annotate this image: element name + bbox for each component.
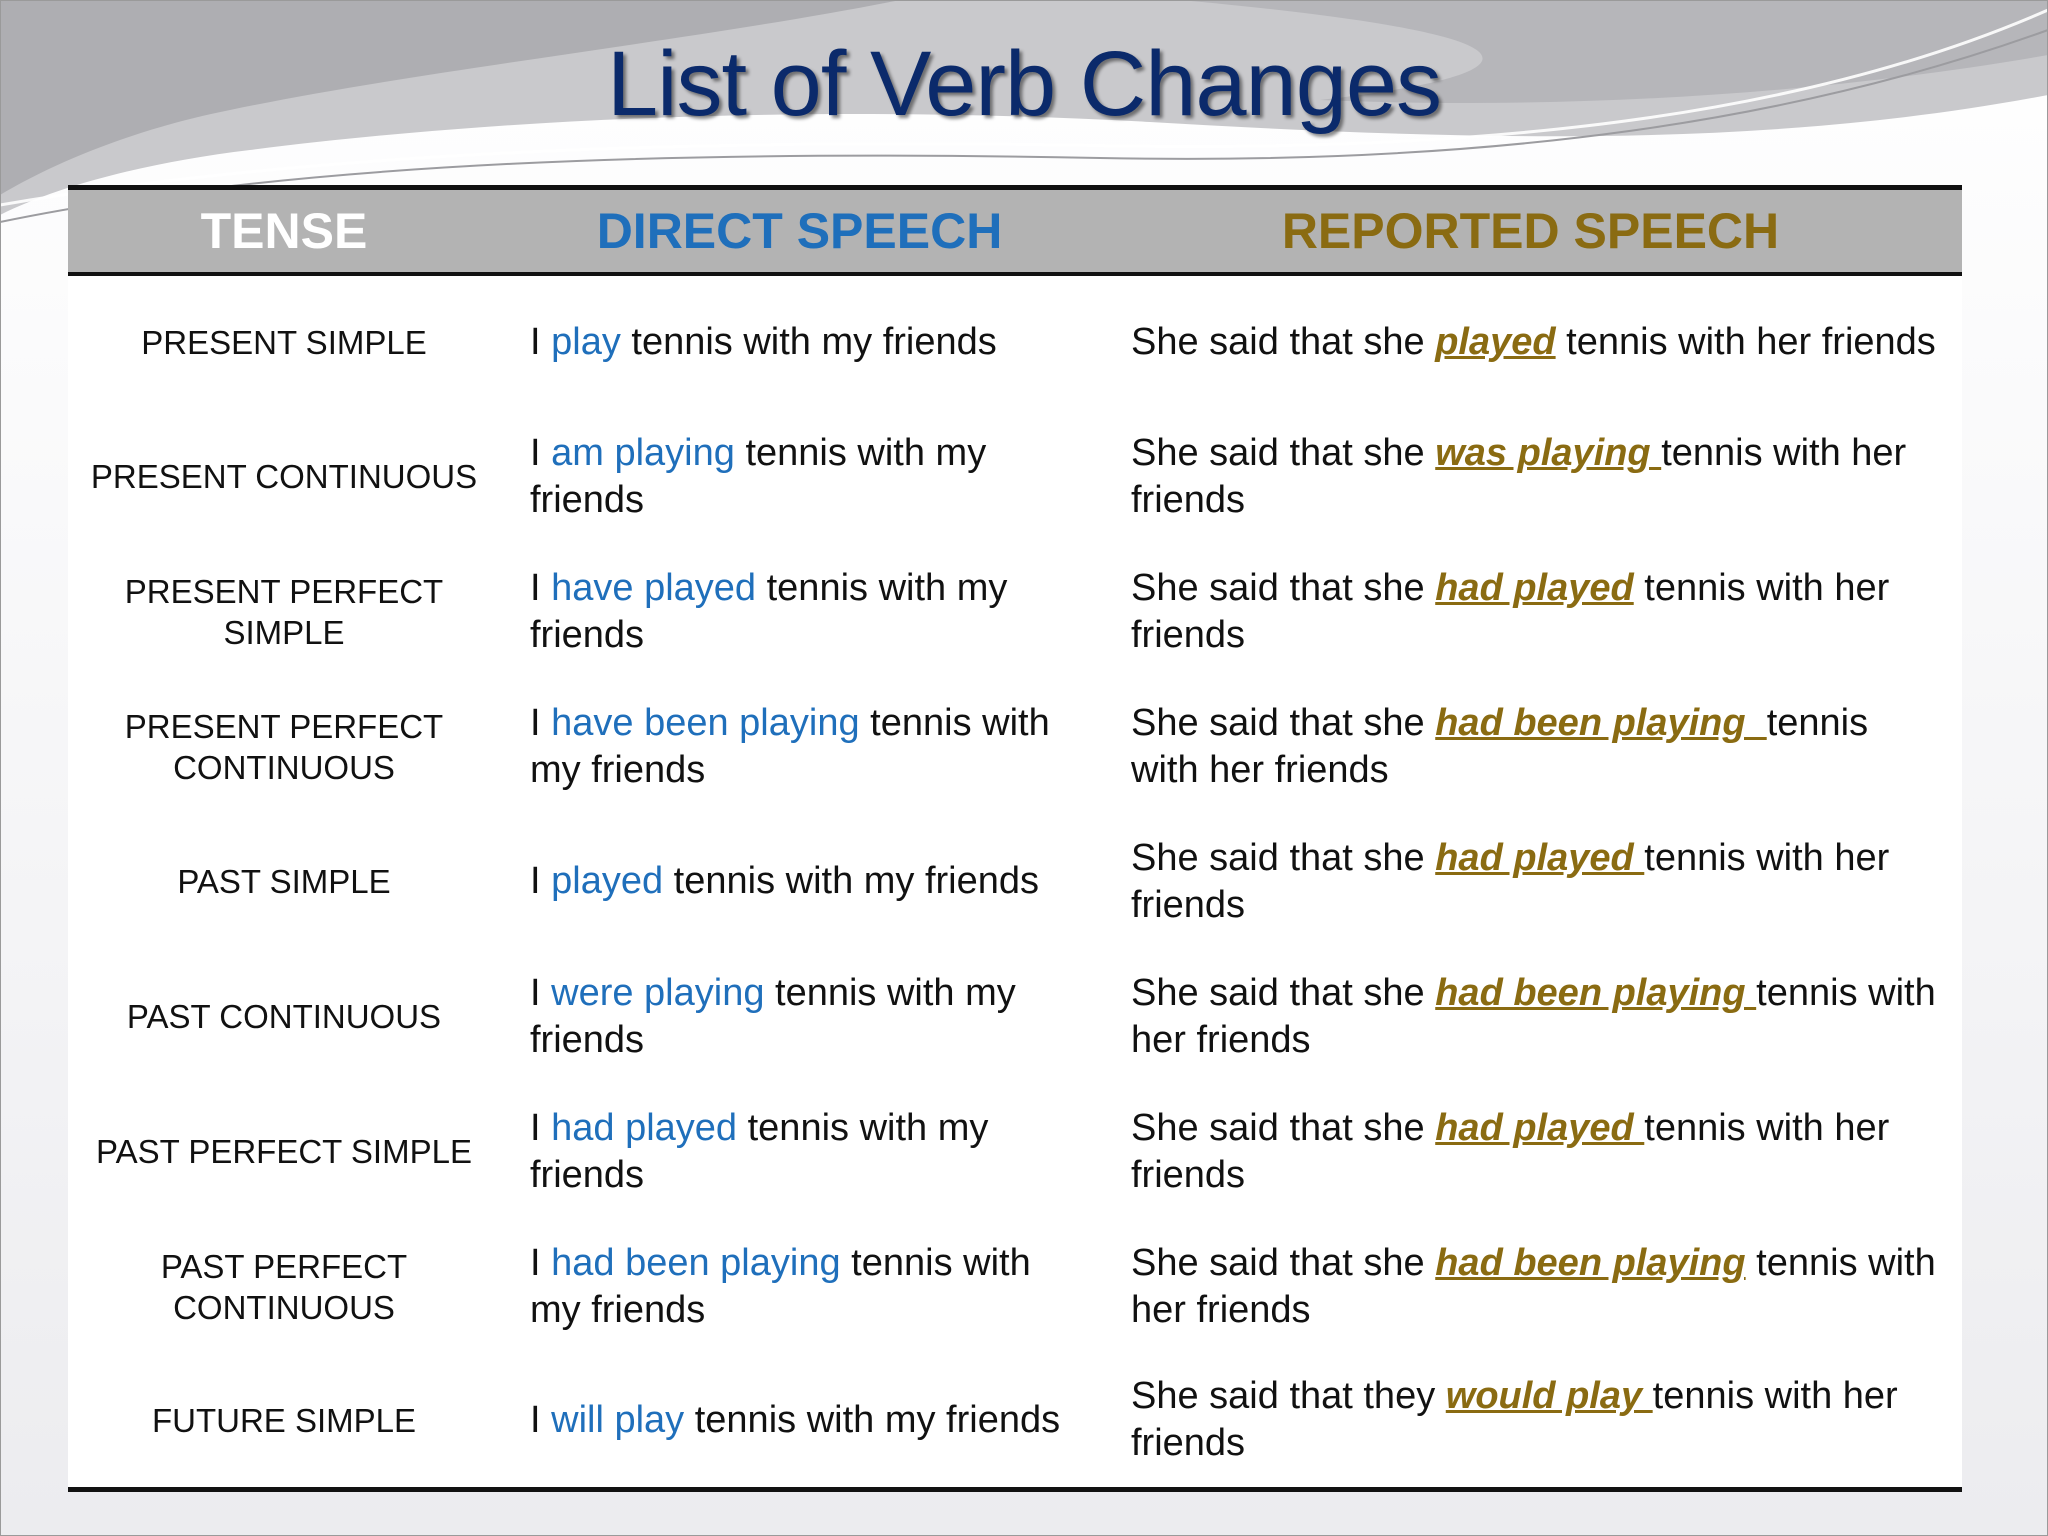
reported-pre-text: She said that she	[1131, 1106, 1436, 1149]
reported-pre-text: She said that she	[1131, 431, 1436, 474]
tense-cell: PAST CONTINUOUS	[126, 998, 442, 1035]
tense-cell: PAST PERFECT CONTINUOUS	[160, 1247, 408, 1326]
direct-speech-cell	[500, 1219, 1099, 1354]
reported-post-text: tennis with her friends	[1131, 1106, 1890, 1196]
reported-speech-cell	[1099, 949, 1962, 1084]
reported-verb: played	[1435, 321, 1556, 363]
direct-speech-cell	[500, 679, 1099, 814]
direct-speech-cell	[500, 274, 1099, 409]
reported-speech-cell	[1099, 1084, 1962, 1219]
direct-verb: had played	[551, 1106, 738, 1149]
direct-verb: will play	[551, 1398, 685, 1441]
reported-speech-cell	[1099, 1219, 1962, 1354]
direct-pre-text: I	[530, 1241, 552, 1284]
header-tense: TENSE	[68, 188, 500, 275]
direct-post-text: tennis with my friends	[530, 701, 1050, 791]
direct-verb: played	[551, 860, 664, 902]
direct-verb: play	[551, 321, 621, 363]
reported-speech-cell	[1099, 274, 1962, 409]
direct-speech-cell	[500, 1084, 1099, 1219]
direct-post-text: tennis with my friends	[663, 860, 1040, 902]
reported-verb: had played	[1435, 566, 1634, 609]
direct-post-text: tennis with my friends	[530, 1241, 1031, 1331]
direct-speech-cell	[500, 814, 1099, 949]
page-title: List of Verb Changes	[606, 33, 1442, 135]
reported-pre-text: She said that she	[1131, 971, 1436, 1014]
reported-verb: would play	[1445, 1375, 1653, 1418]
table-row	[68, 949, 1962, 1084]
table-row	[68, 1084, 1962, 1219]
tense-cell: PRESENT PERFECT SIMPLE	[124, 572, 444, 651]
direct-post-text: tennis with my friends	[530, 1106, 989, 1196]
table-row	[68, 544, 1962, 679]
direct-post-text: tennis with my friends	[684, 1398, 1061, 1441]
reported-speech-cell	[1099, 409, 1962, 544]
reported-pre-text: She said that she	[1131, 1241, 1436, 1284]
reported-verb: had played	[1435, 1106, 1645, 1149]
direct-pre-text: I	[530, 1106, 552, 1149]
reported-pre-text: She said that she	[1131, 566, 1436, 609]
direct-verb: am playing	[551, 431, 735, 474]
reported-post-text: tennis with her friends	[1131, 431, 1907, 521]
table-row	[68, 274, 1962, 409]
reported-verb: had been playing	[1435, 1241, 1746, 1284]
table-row	[68, 814, 1962, 949]
reported-verb: had been playing	[1435, 701, 1767, 744]
verb-changes-table	[68, 185, 1962, 1492]
header-reported-speech: REPORTED SPEECH	[1099, 188, 1962, 275]
reported-pre-text: She said that she	[1131, 321, 1436, 363]
direct-pre-text: I	[530, 431, 552, 474]
reported-pre-text: She said that she	[1131, 836, 1436, 879]
direct-speech-cell	[500, 544, 1099, 679]
direct-post-text: tennis with my friends	[620, 321, 997, 363]
tense-cell: PAST SIMPLE	[177, 863, 391, 900]
reported-verb: was playing	[1435, 431, 1662, 474]
direct-verb: have played	[551, 566, 757, 609]
reported-speech-cell	[1099, 1354, 1962, 1489]
table-row	[68, 409, 1962, 544]
direct-verb: have been playing	[551, 701, 860, 744]
direct-speech-cell	[500, 409, 1099, 544]
direct-post-text: tennis with my friends	[530, 431, 987, 521]
direct-post-text: tennis with my friends	[530, 971, 1016, 1061]
reported-post-text: tennis with her friends	[1131, 971, 1936, 1061]
reported-verb: had been playing	[1435, 971, 1757, 1014]
direct-verb: had been playing	[551, 1241, 841, 1284]
reported-pre-text: She said that she	[1131, 701, 1436, 744]
reported-post-text: tennis with her friends	[1131, 1375, 1898, 1465]
tense-cell: PRESENT SIMPLE	[141, 324, 427, 361]
reported-post-text: tennis with her friends	[1131, 836, 1890, 926]
direct-pre-text: I	[530, 971, 552, 1014]
table-header-row	[68, 188, 1962, 275]
direct-speech-cell	[500, 949, 1099, 1084]
direct-pre-text: I	[530, 1398, 552, 1441]
tense-cell: PAST PERFECT SIMPLE	[96, 1133, 472, 1170]
table-row	[68, 679, 1962, 814]
header-direct-speech: DIRECT SPEECH	[500, 188, 1099, 275]
reported-post-text: tennis with her friends	[1131, 701, 1869, 791]
reported-speech-cell	[1099, 814, 1962, 949]
reported-speech-cell	[1099, 679, 1962, 814]
reported-post-text: tennis with her friends	[1131, 566, 1890, 656]
reported-post-text: tennis with her friends	[1131, 1241, 1936, 1331]
reported-pre-text: She said that they	[1131, 1375, 1446, 1418]
reported-post-text: tennis with her friends	[1555, 321, 1936, 363]
table-row	[68, 1354, 1962, 1489]
table-row	[68, 1219, 1962, 1354]
tense-cell: PRESENT CONTINUOUS	[90, 458, 478, 495]
direct-verb: were playing	[551, 971, 765, 1014]
direct-pre-text: I	[530, 701, 552, 744]
reported-speech-cell	[1099, 544, 1962, 679]
tense-cell: FUTURE SIMPLE	[68, 1354, 500, 1489]
direct-speech-cell	[500, 1354, 1099, 1489]
reported-verb: had played	[1435, 836, 1645, 879]
direct-pre-text: I	[530, 566, 552, 609]
direct-pre-text: I	[530, 321, 552, 363]
direct-post-text: tennis with my friends	[530, 566, 1008, 656]
tense-cell: PRESENT PERFECT CONTINUOUS	[124, 707, 444, 786]
direct-pre-text: I	[530, 860, 552, 902]
